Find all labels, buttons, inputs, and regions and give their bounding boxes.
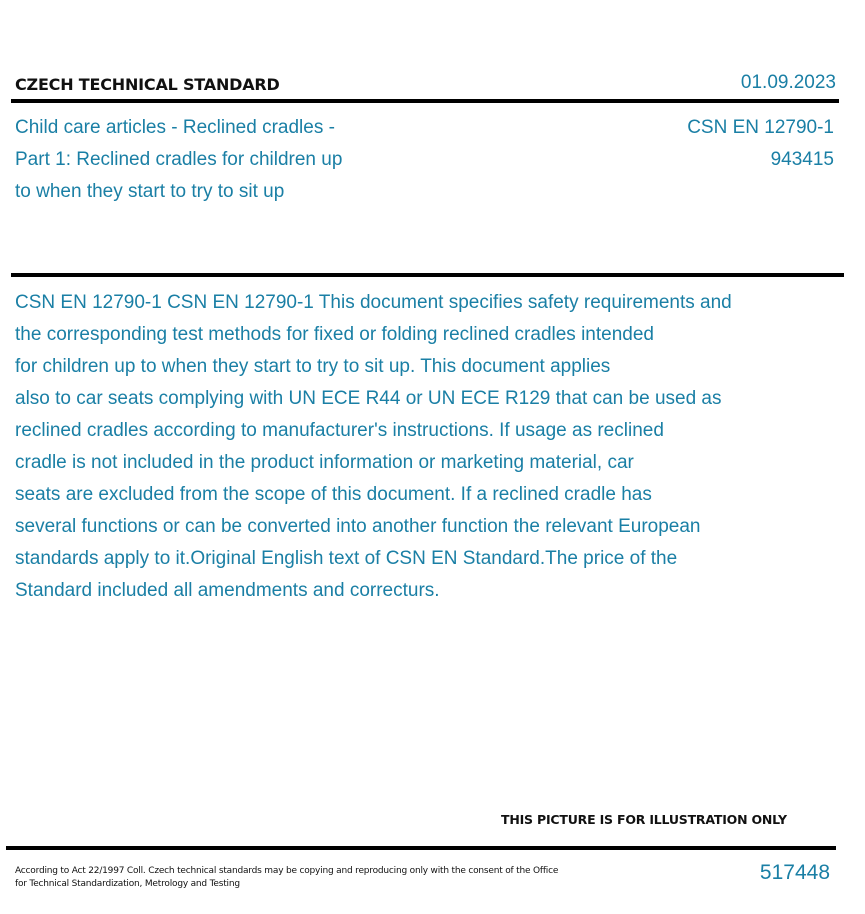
illustration-note: THIS PICTURE IS FOR ILLUSTRATION ONLY xyxy=(501,812,787,827)
bottom-divider xyxy=(6,846,836,850)
description-line: seats are excluded from the scope of this document. If a reclined cradle has xyxy=(15,484,652,505)
description-line: also to car seats complying with UN ECE R44 or UN ECE R129 that can be used as xyxy=(15,388,722,409)
description-line: reclined cradles according to manufacturer's instructions. If usage as reclined xyxy=(15,420,664,441)
standard-code: CSN EN 12790-1 xyxy=(687,117,834,138)
middle-divider xyxy=(11,273,844,277)
description-line: standards apply to it.Original English text of CSN EN Standard.The price of the xyxy=(15,548,678,569)
legal-notice-line: for Technical Standardization, Metrology and Testing xyxy=(15,879,240,889)
description-line: CSN EN 12790-1 CSN EN 12790-1 This document specifies safety requirements and xyxy=(15,292,732,313)
description-line: the corresponding test methods for fixed or folding reclined cradles intended xyxy=(15,324,654,345)
publication-date: 01.09.2023 xyxy=(740,72,836,93)
standard-type-label: CZECH TECHNICAL STANDARD xyxy=(15,75,280,94)
description-line: several functions or can be converted into another function the relevant European xyxy=(15,516,701,537)
title-line-2: Part 1: Reclined cradles for children up xyxy=(15,149,343,170)
catalog-number: 943415 xyxy=(770,149,834,170)
legal-notice-line: According to Act 22/1997 Coll. Czech technical standards may be copying and reproducing only with the consent of the Office xyxy=(15,866,559,876)
document-number: 517448 xyxy=(759,861,830,884)
title-line-1: Child care articles - Reclined cradles - xyxy=(15,117,335,138)
top-divider xyxy=(11,99,839,103)
description-text xyxy=(15,287,850,607)
description-line: Standard included all amendments and correcturs. xyxy=(15,580,440,601)
description-line: for children up to when they start to try to sit up. This document applies xyxy=(15,356,611,377)
description-line: cradle is not included in the product information or marketing material, car xyxy=(15,452,634,473)
title-line-3: to when they start to try to sit up xyxy=(15,181,285,202)
legal-notice xyxy=(15,865,558,891)
